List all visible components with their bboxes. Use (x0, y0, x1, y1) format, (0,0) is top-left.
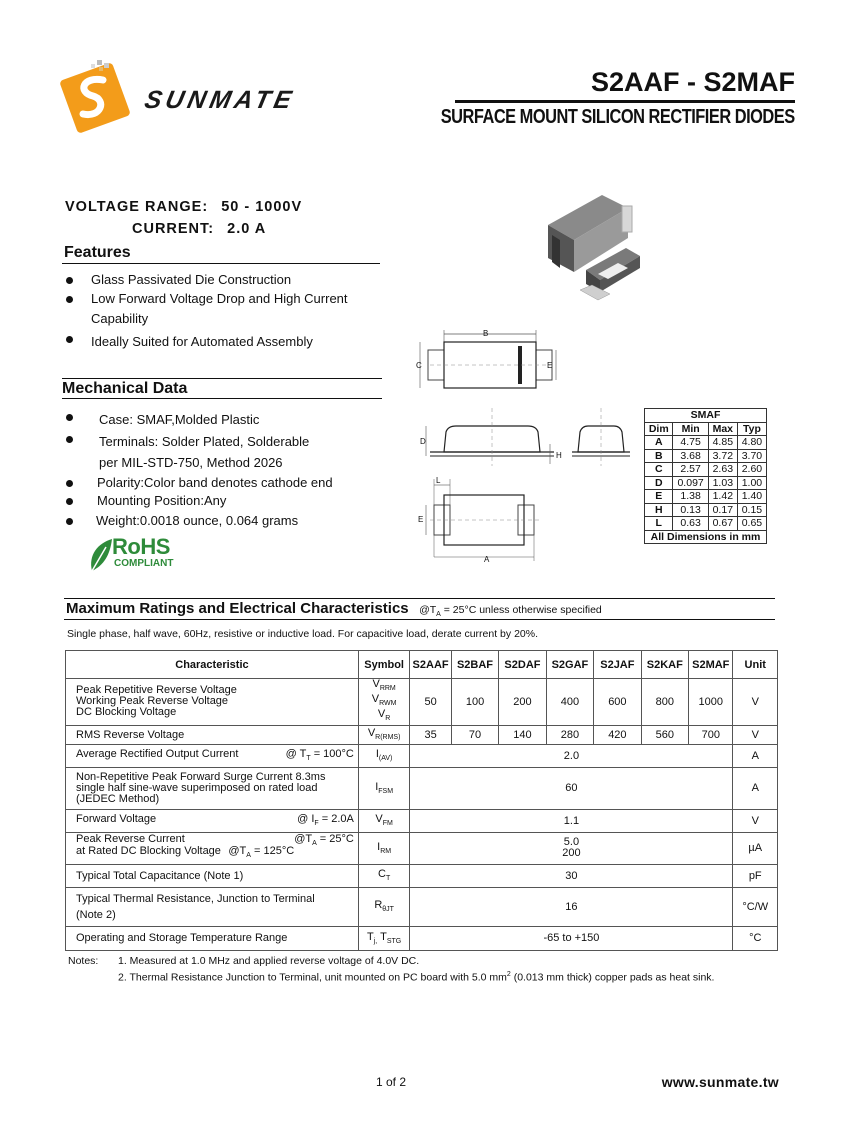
table-row: Non-Repetitive Peak Forward Surge Current 8.3ms single half sine-wave superimposed on rated load (JEDEC Method) $I_{FSM}$ 60 A (66, 767, 778, 809)
dimension-table-title: SMAF (645, 409, 767, 423)
rohs-compliant-badge (88, 535, 188, 575)
features-list (66, 270, 386, 360)
table-row: Operating and Storage Temperature Range $T_{j,}$ $T_{STG}$ -65 to +150 °C (66, 926, 778, 950)
list-item: Terminals: Solder Plated, Solderable (66, 432, 309, 452)
sunmate-logo-icon (55, 58, 135, 138)
rohs-logo-text: RoHS (112, 534, 170, 559)
package-3d-illustration (540, 190, 640, 310)
bullet-icon (66, 414, 73, 421)
table-row: RMS Reverse Voltage $V_{R(RMS)}$ 35 70 140 280 420 560 700 V (66, 725, 778, 744)
table-row: Forward Voltage @ $I_F = 2.0A$ $V_{FM}$ 1.1 V (66, 809, 778, 832)
list-item-continuation: per MIL-STD-750, Method 2026 (99, 455, 283, 470)
ratings-conditions-note: Single phase, half wave, 60Hz, resistive or inductive load. For capacitive load, derate current by 20%. (67, 628, 538, 640)
table-row: B 3.68 3.72 3.70 (645, 449, 767, 463)
dim-label-l: L (436, 476, 441, 485)
page-subtitle: SURFACE MOUNT SILICON RECTIFIER DIODES (441, 106, 795, 128)
package-bottom-view-drawing (410, 475, 560, 565)
table-row: Peak Repetitive Reverse Voltage Working Peak Reverse Voltage DC Blocking Voltage $V_{RRM}$ $V_{RWM}$ $V_R$ 50 100 200 400 600 800 1000 V (66, 679, 778, 726)
list-item: Polarity:Color band denotes cathode end (66, 473, 333, 493)
bullet-icon (66, 480, 73, 487)
page-number: 1 of 2 (376, 1075, 407, 1089)
list-item: Mounting Position:Any (66, 491, 226, 511)
table-row: E 1.38 1.42 1.40 (645, 490, 767, 504)
dim-label-h: H (556, 451, 562, 460)
leaf-icon (88, 537, 114, 573)
list-item: Weight:0.0018 ounce, 0.064 grams (66, 511, 298, 531)
voltage-range-value: 50 - 1000V (221, 199, 303, 215)
table-row: D 0.097 1.03 1.00 (645, 476, 767, 490)
page-title: S2AAF - S2MAF (590, 67, 795, 97)
ratings-divider (64, 619, 775, 620)
bullet-icon (66, 518, 73, 525)
current-value: 2.0 A (227, 221, 267, 237)
features-heading: Features (64, 244, 131, 261)
website-link[interactable]: www.sunmate.tw (661, 1074, 779, 1090)
dim-label-b: B (483, 329, 489, 338)
ratings-table (65, 650, 778, 951)
mechanical-top-divider (62, 378, 382, 379)
title-divider (455, 100, 795, 103)
table-row: A 4.75 4.85 4.80 (645, 436, 767, 450)
mechanical-heading: Mechanical Data (62, 380, 188, 397)
dim-label-c: C (416, 361, 422, 370)
table-row: Peak Reverse Current $@T_A = 25^\circ C$ at Rated DC Blocking Voltage $@T_A = 125^\circ C$ $I_{RM}$ 5.0 200 µA (66, 832, 778, 864)
list-item: Case: SMAF,Molded Plastic (66, 410, 259, 430)
dimension-table: SMAF Dim Min Max Typ A 4.75 4.85 4.80 B 3.68 3.72 3.70 C 2.57 2.63 2.60 D 0.097 1.03 1.00 E 1.38 1.42 1.40 H 0.13 0.17 0.15 L 0.63 0.67 0.65 All Dimensions in mm (644, 408, 767, 544)
dim-label-e: E (547, 361, 553, 370)
rohs-compliant-text: COMPLIANT (114, 558, 174, 569)
note-1: 1. Measured at 1.0 MHz and applied reverse voltage of 4.0V DC. (118, 955, 420, 967)
dim-label-d: D (420, 437, 426, 446)
bullet-icon (66, 436, 73, 443)
mechanical-divider (62, 398, 382, 399)
notes-label: Notes: (68, 955, 99, 967)
package-top-view-drawing (410, 328, 570, 390)
table-row: Typical Total Capacitance (Note 1) $C_T$ 30 pF (66, 864, 778, 887)
list-item-continuation: Capability (91, 311, 149, 326)
brand-wordmark: SUNMATE (142, 86, 298, 114)
ratings-top-divider (64, 598, 775, 599)
ratings-condition: $@T_A = 25^\circ C$ unless otherwise specified (419, 604, 602, 619)
current-label: CURRENT: (132, 221, 215, 237)
bullet-icon (66, 296, 73, 303)
voltage-range-row (65, 199, 302, 215)
ratings-heading-row (66, 600, 602, 618)
dimension-table-footer: All Dimensions in mm (645, 530, 767, 544)
package-side-view-drawing (410, 408, 635, 468)
table-row: L 0.63 0.67 0.65 (645, 517, 767, 531)
table-row: H 0.13 0.17 0.15 (645, 503, 767, 517)
note-2: 2. Thermal Resistance Junction to Terminal, unit mounted on PC board with 5.0 $mm^2$ (0.013 mm thick) copper pads as heat sink. (118, 971, 715, 984)
table-row: Typical Thermal Resistance, Junction to Terminal (Note 2) $R_{\theta JT}$ 16 °C/W (66, 887, 778, 926)
dim-label-e-bottom: E (418, 515, 424, 524)
list-item: Glass Passivated Die Construction (66, 270, 291, 290)
bullet-icon (66, 277, 73, 284)
current-row (132, 221, 266, 237)
list-item: Ideally Suited for Automated Assembly (66, 332, 313, 352)
table-header-row: Characteristic Symbol S2AAF S2BAF S2DAF S2GAF S2JAF S2KAF S2MAF Unit (66, 651, 778, 679)
list-item: Low Forward Voltage Drop and High Current (66, 289, 348, 309)
features-divider (62, 263, 380, 264)
mechanical-list (66, 410, 386, 535)
ratings-heading: Maximum Ratings and Electrical Characteristics (66, 600, 409, 617)
dim-label-a: A (484, 555, 490, 564)
table-row: Average Rectified Output Current @ $T_T = 100^\circ C$ $I_{(AV)}$ 2.0 A (66, 744, 778, 767)
voltage-range-label: VOLTAGE RANGE: (65, 199, 209, 215)
notes-block (68, 955, 715, 984)
bullet-icon (66, 336, 73, 343)
bullet-icon (66, 498, 73, 505)
table-row: C 2.57 2.63 2.60 (645, 463, 767, 477)
